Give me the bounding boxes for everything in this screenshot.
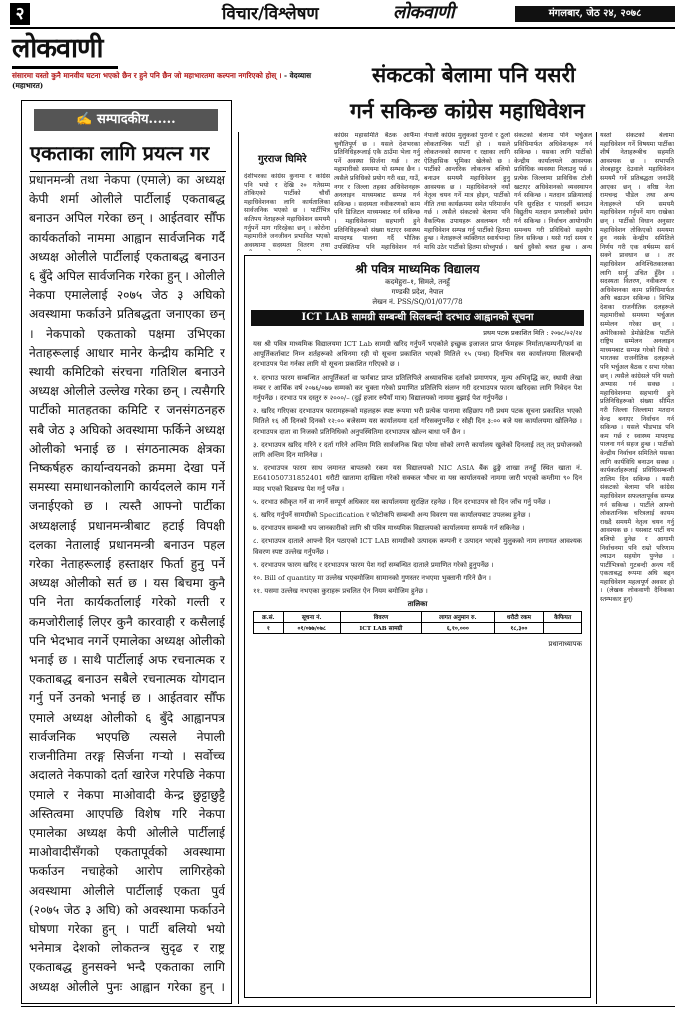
notice-item: ७. दरभाउपत्र सम्बन्धी थप जानकारीको लागि श्री पवित्र माध्यमिक विद्यालयको कार्यालयमा सम्पर्क गर्न सकिनेछ । [253,524,525,533]
article-headline-line2: गर्न सकिन्छ कांग्रेस महाधिवेशन [350,98,585,123]
table-cell: १८,३०० [494,623,544,634]
editorial-label-bar [34,109,218,131]
date-bar: मंगलबार, जेठ २४, २०७८ [515,6,675,22]
table-header-row [254,612,582,623]
notice-item: ९. दरभाउपत्र फारम खरिद र दरभाउपत्र फारम पेश गर्दा सम्बन्धित दाताले प्रमाणित गरेको हुनुपर्नेछ । [253,560,494,569]
notice-table [253,611,582,634]
notice-title-bar: ICT LAB सामग्री सम्बन्धी सिलबन्दी दरभाउ आह्वानको सूचना [251,310,584,326]
notice-address-1: कदमेहुरा–१, सिमले, तनहुँ [385,278,450,286]
notice-item: ११. यसमा उल्लेख नभएका कुराहरू प्रचलित ऐन नियम बमोजिम हुनेछ । [253,587,428,596]
notice-school-name: श्री पवित्र माध्यमिक विद्यालय [355,262,480,276]
notice-intro: यस श्री पवित्र माध्यमिक विद्यालयमा ICT Lab सामग्री खरिद गर्नुपर्ने भएकोले इच्छुक इजाजत प्राप्त र्फमहरू निर्माता/कम्पनी/फर्म वा आपूर्तिकर्ताबाट निम्न शर्तहरूको अधिनमा रही यो सूचना प्रकाशित भएको मितिले १५ (पन्ध्र) दिनभित्र यस कार्यालयमा सिलबन्दी दरभाउपत्र पेश गर्नका लागि यो सूचना प्रकाशित गरिएको छ । [253,340,582,369]
notice-item: १०. Bill of quantity मा उल्लेख भएबमोजिम सामानको गुणस्तर नभएमा भुक्तानी गरिने छैन । [253,574,491,583]
article-headline-line1: संकटको बेलामा पनि यसरी [372,62,576,87]
notice-first-pub: प्रथम पटक प्रकाशित मिति : २०७८/०२/२४ [483,329,582,337]
footer-rule [21,1006,675,1007]
tender-notice [244,255,591,998]
masthead-tagline [12,71,328,90]
table-header-cell: कैफियत [544,612,582,623]
tagline-text: संसारमा यस्तो कुनै मानवीय घटना भएको छैन र हुने पनि छैन जो महाभारतमा कल्पना नगरिएको होस् । [12,71,282,80]
header-rule [10,27,675,29]
notice-item: ५. दरभाउ स्वीकृत गर्ने वा नगर्ने सम्पूर्ण अधिकार यस कार्यालयमा सुरक्षित रहनेछ । दिन दरभाउपत्र सो दिन जाँच गर्नु पर्नेछ । [253,497,551,506]
editorial-label: सम्पादकीय...... [97,112,176,127]
notice-address-2: गण्डकी प्रदेश, नेपाल [391,288,444,296]
section-title: विचार/विश्लेषण [222,4,319,24]
notice-pan: लेखन नं. PSS/SQ/01/077/78 [372,298,463,306]
notice-item: २. खरिद गरिएका दरभाउपत्र फारामहरूको महलहरू स्पष्ट रूपमा भरी प्रत्येक पानामा सहिछाप गरी प्रथम पटक सूचना प्रकाशित भएको मितिले १६ औं दिनको दिनको १२:०० बजेसम्म यस कार्यालयमा दर्ता गरिसक्नुपर्नेछ र सोही दिन ३:०० बजे यस कार्यालयमा खोलिनेछ । दरभाउपत्र दाता वा निजको प्रतिनिधिको अनुपस्थितिमा दरभाउपत्र खोल्न बाधा पर्ने छैन । [253,407,582,436]
notice-body [245,337,590,649]
notice-item: ६. खरिद गर्नुपर्ने सामग्रीको Specification र फोटोकपि सम्बन्धी अन्य विवरण यस कार्यालयबाट उपलब्ध हुनेछ । [253,511,531,520]
editorial-body: प्रधानमन्त्री तथा नेकपा (एमाले) का अध्यक्ष केपी शर्मा ओलीले पार्टीलाई एकताबद्ध बनाउन अपिल गरेका छन् । आईतवार सौँफ कार्यकर्ताको नाममा आह्वान सार्वजनिक गर्दै अध्यक्ष ओलीले पार्टीलाई एकताबद्ध बनाउन ६ बुँदे अपिल सार्वजनिक गरेका हुन् । ओलीले नेकपा एमालेलाई २०७५ जेठ ३ अघिको अवस्थामा फर्काउने प्रतिबद्धता जनाएका छन् । नेकपाको एकताको पक्षमा उभिएका नेताहरूलाई आधार मानेर केन्द्रीय कमिटि र स्थायी कमिटिको संरचना गतिशिल बनाउने अध्यक्ष ओलीले उल्लेख गरेका छन् । त्यसैगरि पार्टीको मातहतका कमिटि र जनसंगठनहरु सबै जेठ ३ अघिको अवस्थामा फर्किने अध्यक्ष ओलीको भनाई छ । संगठनात्मक क्षेत्रका निष्कर्षहरु कार्यान्वयनको क्रममा देखा पर्ने समस्या समाधानकोलागि कार्यदलले काम गर्ने जनाईएको छ । त्यस्तै आफ्नो पार्टीका अध्यक्षलाई प्रधानमन्त्रीबाट हटाई विपक्षी दलका नेतालाई प्रधानमन्त्री बनाउन पहल गरेका नेताहरूलाई हस्ताक्षर फिर्ता हुनु पर्ने अध्यक्ष ओलीको सर्त छ । यस बिचमा कुनै पनि नेता कार्यकर्तालाई गरेको गल्ती र कमजोरीलाई लिएर कुनै कारवाही र कसैलाई पनि भेदभाव नगर्ने एमालेका अध्यक्ष ओलीको भनाई छ । साथै पार्टीलाई अफ रचनात्मक र एकताबद्ध बनाउन सबैले रचनात्मक योगदान गर्नु पर्ने उनको भनाई छ । आईतवार सौँफ एमाले अध्यक्ष ओलीको ६ बुँदे आह्वानपत्र सार्वजनिक भएपछि त्यसले नेपाली राजनीतिमा तरङ्ग सिर्जना गऱ्यो । सर्वोच्च अदालते नेकपाको दर्ता खारेज गरेपछि नेकपा एमाले र नेकपा माओवादी केन्द्र छुट्टाछुट्टै अस्तित्वमा आएपछि विशेष गरि नेकपा एमालेका अध्यक्ष केपी ओलीले पार्टीलाई माओवादीसँगको एकतापूर्वको अवस्थामा फर्काउन नचाहेको आरोप लागिरहेको अवस्थामा ओलीले पार्टीलाई एकता पुर्व (२०७५ जेठ ३ अघि) को अवस्थामा फर्काउने घोषणा गरेका हुन् । पार्टी बलियो भयो भनेमात्र देशको लोकतन्त्र सुदृढ र राष्ट्र एकताबद्ध हुनसक्ने भन्दै एकताका लागि अध्यक्ष ओलीले पुनः आह्वान गरेका हुन् । [29,173,225,994]
article-col-1: देशीभरका कांग्रेस कुनामा र कांग्रेस पनि भयो र देखि २० गतेसम्म तोकिएको पार्टीको चौधौं महाधिवेशनका लागि कार्यतालिका सार्वजनिक भएको छ । पार्टीभित्र कतिपय नेताहरूले महाधिवेशन समयमै गर्नुपर्ने माग गरिरहेका छन् । कोरोना महामारीले जनजीवन प्रभावित भएको अवस्थामा सदस्यता वितरण तथा [244,173,330,249]
column-divider-right [596,132,597,1004]
article-col-3: नेपाली कांग्रेस मुलुकको पुरानो र ठूलो लोकतान्त्रिक पार्टी हो । यसले लोकतन्त्रको स्थापना र रक्षाका लागि ऐतिहासिक भूमिका खेलेको छ । पार्टीको आन्तरिक लोकतन्त्र बलियो बनाउन समयमै महाधिवेशन हुनु आवश्यक छ । महाधिवेशनले नयाँ नेतृत्व चयन गर्ने मात्र होइन, पार्टीको नीति तथा कार्यक्रममा समेत परिमार्जन गर्छ । त्यसैले संकटको बेलामा पनि वैकल्पिक उपायहरू अवलम्बन गरी महाधिवेशन सम्पन्न गर्नु पार्टीको हितमा हुन्छ । नेताहरूले व्यक्तिगत स्वार्थभन्दा माथि उठेर पार्टीको हितमा सोच्नुपर्छ । [424,132,510,251]
notice-item: ४. दरभाउपत्र फारम साथ जमानत बापतको रकम यस विद्यालयको NIC ASIA बैंक ढुङ्गे शाखा तनहुँ स्थित खाता नं. E641050731852401 धरौटी खातामा दाखिला गरेको सक्कल भौचर वा यस कार्यालयको नाममा जारी भएको कम्तीमा ९० दिन म्याद भएको बिडबण्ड पेश गर्नु पर्नेछ । [253,464,582,493]
table-header-cell: लागत अनुमान रु. [422,612,494,623]
table-header-cell: क्र.सं. [254,612,284,623]
table-cell [544,623,582,634]
table-header-cell: धरौटी रकम [494,612,544,623]
author-name: गुरराज घिमिरे [258,154,307,165]
notice-item: १. दरभाउ फारम सम्बन्धित आपूर्तिकर्ता वा फर्मबाट प्राप्त प्रतिलिपिले अध्यावधिक दर्ताको प्रमाणपत्र, मूल्य अभिवृद्धि कर, स्थायी लेखा नम्बर र आर्थिक वर्ष २०७६/०७७ सम्मको कर चुक्ता गरेको प्रमाणित प्रतिलिपि संलग्न गरी दरभाउपत्र फारम खरिदका लागि निवेदन पेश गर्नुपर्नेछ । दरभाउ पत्र दस्तुर रु २०००/– (दुई हजार रुपैयाँ मात्र) विद्यालयको नाममा बुझाई पेश गर्नुपर्नेछ । [253,373,582,403]
article-col-2: कांग्रेस महासमिति बैठक आफैँमा चुनौतिपूर्ण छ । यसले देशभरका प्रतिनिधिहरूलाई एकै ठाउँमा भेला गर्नु पर्ने अवस्था सिर्जना गर्छ । तर महामारीको समयमा यो सम्भव छैन । त्यसैले प्रविधिको प्रयोग गरी वडा, गाउँ, नगर र जिल्ला तहका अधिवेशनहरू अनलाइन माध्यमबाट सम्पन्न गर्न सकिन्छ । सदस्यता नवीकरणको काम पनि डिजिटल माध्यमबाट गर्न सकिन्छ । महाधिवेशनमा सहभागी हुने प्रतिनिधिहरूको संख्या घटाएर स्वास्थ्य मापदण्ड पालना गर्दै भौतिक उपस्थितिमा पनि महाधिवेशन गर्न [334,132,420,251]
pen-icon: ✍ [76,112,98,127]
table-cell: ६,१०,००० [422,623,494,634]
table-cell: ICT LAB सामग्री [340,623,422,634]
table-row [254,623,582,634]
page-number-box: २ [10,3,30,25]
notice-signature: प्रधानाध्यापक [548,640,582,649]
table-header-cell: सूचना नं. [283,612,340,623]
table-cell: १ [254,623,284,634]
table-header-cell: विवरण [340,612,422,623]
column-divider-left [238,132,239,1004]
notice-table-caption: तालिका [407,599,428,609]
table-cell: ०१/०७७/०७८ [283,623,340,634]
editorial-headline: एकताका लागि प्रयत्न गर [30,141,210,165]
tagline-attribution: - वेदव्यास (महाभारत) [12,71,312,90]
article-col-5: यस्तो संकटको बेलामा महाधिवेशन गर्ने विषयमा पार्टीका शीर्ष नेताहरूबीच सहमति आवश्यक छ । सभापति शेरबहादुर देउवाले महाधिवेशन समयमै गर्ने प्रतिबद्धता जनाउँदै आएका छन् । वरिष्ठ नेता रामचन्द्र पौडेल तथा अन्य नेताहरूले पनि समयमै महाधिवेशन गर्नुपर्ने माग राखेका छन् । पार्टीको विधान अनुसार महाधिवेशन तोकिएको समयमा हुन नसके केन्द्रीय समितिले निर्णय गरी एक वर्षसम्म सार्न सक्ने प्रावधान छ । तर महाधिवेशन अनिश्चितकालका लागि सार्नु उचित हुँदैन । सदस्यता वितरण, नवीकरण र अधिवेशनका काम प्रविधिमार्फत अघि बढाउन सकिन्छ । विभिन्न देशका राजनीतिक दलहरूले महामारीको समयमा भर्चुअल सम्मेलन गरेका छन् । अमेरिकाको डेमोक्रेटिक पार्टीले राष्ट्रिय सम्मेलन अनलाइन माध्यमबाट सम्पन्न गरेको थियो । भारतका राजनीतिक दलहरूले पनि भर्चुअल बैठक र सभा गरेका छन् । त्यसैले कांग्रेसले पनि यस्तो अभ्यास गर्न सक्छ । महाधिवेशनमा सहभागी हुने प्रतिनिधिहरूको संख्या सीमित गरी जिल्ला जिल्लामा मतदान केन्द्र बनाएर निर्वाचन गर्न सकिन्छ । यसले भीडभाड पनि कम गर्छ र स्वास्थ्य मापदण्ड पालना गर्न सहज हुन्छ । पार्टीको केन्द्रीय निर्वाचन समितिले यसका लागि कार्यविधि बनाउन सक्छ । कार्यकर्ताहरूलाई प्रविधिसम्बन्धी तालिम दिन सकिन्छ । यसरी संकटको बेलामा पनि कांग्रेस महाधिवेशन सफलतापूर्वक सम्पन्न गर्न सकिन्छ । पार्टीले आफ्नो लोकतान्त्रिक चरित्रलाई कायम राख्दै समयमै नेतृत्व चयन गर्नु आवश्यक छ । यसबाट पार्टी थप बलियो हुनेछ र आगामी निर्वाचनमा पनि राम्रो परिणाम ल्याउन सहयोग पुग्नेछ । पार्टीभित्रको गुटबन्दी अन्त्य गर्दै एकताबद्ध रूपमा अघि बढ्न महाधिवेशन महत्वपूर्ण अवसर हो । (लेखक लोकवाणी दैनिकका स्तम्भकार हुन्) [600,132,674,604]
article-col-4: संकटको बेलामा पनि भर्चुअल प्रविधिमार्फत अधिवेशनहरू गर्न सकिन्छ । यसका लागि पार्टीको केन्द्रीय कार्यालयले आवश्यक प्राविधिक व्यवस्था मिलाउनु पर्छ । प्रत्येक जिल्लामा प्राविधिक टोली खटाएर अधिवेशनको व्यवस्थापन गर्न सकिन्छ । मतदान प्रक्रियालाई पनि सुरक्षित र पारदर्शी बनाउन विद्युतीय मतदान प्रणालीको प्रयोग गर्न सकिन्छ । निर्वाचन आयोगसँग समन्वय गरी प्रविधिको सहयोग लिन सकिन्छ । यसो गर्दा समय र खर्च दुवैको बचत हुन्छ । अन्य [514,132,592,251]
notice-item: ८. दरभाउपत्र दाताले आफ्नो दिन पठाएको ICT LAB सामग्रीको उत्पादक कम्पनी र उत्पादन भएको मुलुकको नाम लगायत आवश्यक विवरण स्पष्ट उल्लेख गर्नुपर्नेछ । [253,537,582,556]
header-paper-name: लोकवाणी [393,2,455,23]
masthead-logo-underline [12,66,118,69]
masthead-logo: लोकवाणी [12,33,103,64]
notice-item: ३. दरभाउपत्र खरिद गरिने र दर्ता गरिने अन्तिम मिति सार्वजनिक बिदा परेमा सोको लगत्तै कार्यालय खुलेको दिनलाई तत् तत् प्रयोजनको लागि अन्तिम दिन मानिनेछ । [253,440,582,460]
